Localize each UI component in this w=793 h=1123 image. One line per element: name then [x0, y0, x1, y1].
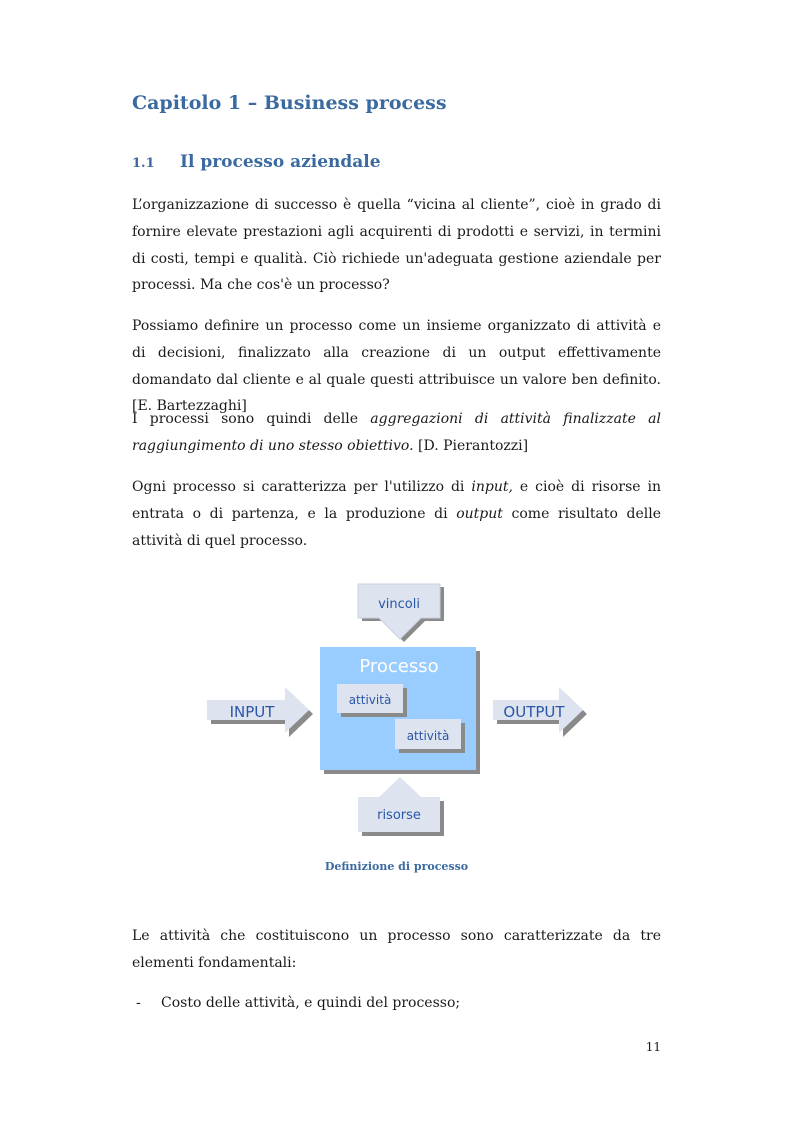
list-item-marker: - — [136, 995, 141, 1011]
resources-arrow — [358, 777, 444, 836]
paragraph-io-post: come risultato delle attività di quel processo. — [132, 505, 661, 549]
list-item — [132, 990, 460, 1017]
paragraph-aggregation-pre: I processi sono quindi delle — [132, 411, 371, 427]
chapter-title: Capitolo 1 – Business process — [132, 92, 447, 114]
activity-label-1: attività — [348, 693, 392, 707]
resources-label: risorse — [377, 808, 421, 823]
process-label: Processo — [359, 656, 439, 677]
list-item-text: Costo delle attività, e quindi del processo; — [161, 995, 461, 1011]
paragraph-io-pre: Ogni processo si caratterizza per l'utilizzo di — [132, 479, 472, 495]
output-label: OUTPUT — [503, 703, 565, 721]
page-number: 11 — [645, 1040, 661, 1054]
paragraph-intro: L’organizzazione di successo è quella “vicina al cliente”, cioè in grado di fornire elevate prestazioni agli acquirenti di prodotti e servizi, in termini di costi, tempi e qualità. Ciò richiede un'adeguata gestione aziendale per processi. Ma che cos'è un processo? — [132, 197, 661, 294]
paragraph-io-input-term: input, — [471, 479, 513, 495]
paragraph-aggregation-emphasis: aggregazioni di attività finalizzate al raggiungimento di uno stesso obiettivo. — [132, 411, 661, 454]
process-diagram — [200, 578, 600, 840]
input-arrow — [207, 687, 313, 737]
figure-caption: Definizione di processo — [324, 860, 469, 873]
activity-box-1 — [337, 684, 407, 717]
input-label: INPUT — [229, 703, 275, 721]
paragraph-aggregation — [132, 406, 661, 460]
paragraph-definition: Possiamo definire un processo come un insieme organizzato di attività e di decisioni, finalizzato alla creazione di un output effettivamente domandato dal cliente e al quale questi attribuisce un valore ben definito. [E. Bartezzaghi] — [132, 318, 661, 415]
paragraph-io-mid: e cioè di risorse in entrata o di partenza, e la produzione di — [132, 479, 661, 522]
paragraph-io-output-term: output — [456, 505, 503, 522]
section-heading — [132, 152, 381, 172]
activity-label-2: attività — [406, 729, 450, 743]
output-arrow — [493, 687, 587, 737]
paragraph-input-output — [132, 474, 661, 554]
paragraph-aggregation-post: [D. Pierantozzi] — [413, 437, 529, 454]
constraints-arrow — [358, 584, 444, 642]
constraints-label: vincoli — [378, 597, 420, 612]
section-number: 1.1 — [132, 156, 155, 171]
activity-box-2 — [395, 719, 465, 753]
section-title: Il processo aziendale — [180, 152, 381, 172]
paragraph-elements: Le attività che costituiscono un processo sono caratterizzate da tre elementi fondamentali: — [132, 928, 661, 971]
